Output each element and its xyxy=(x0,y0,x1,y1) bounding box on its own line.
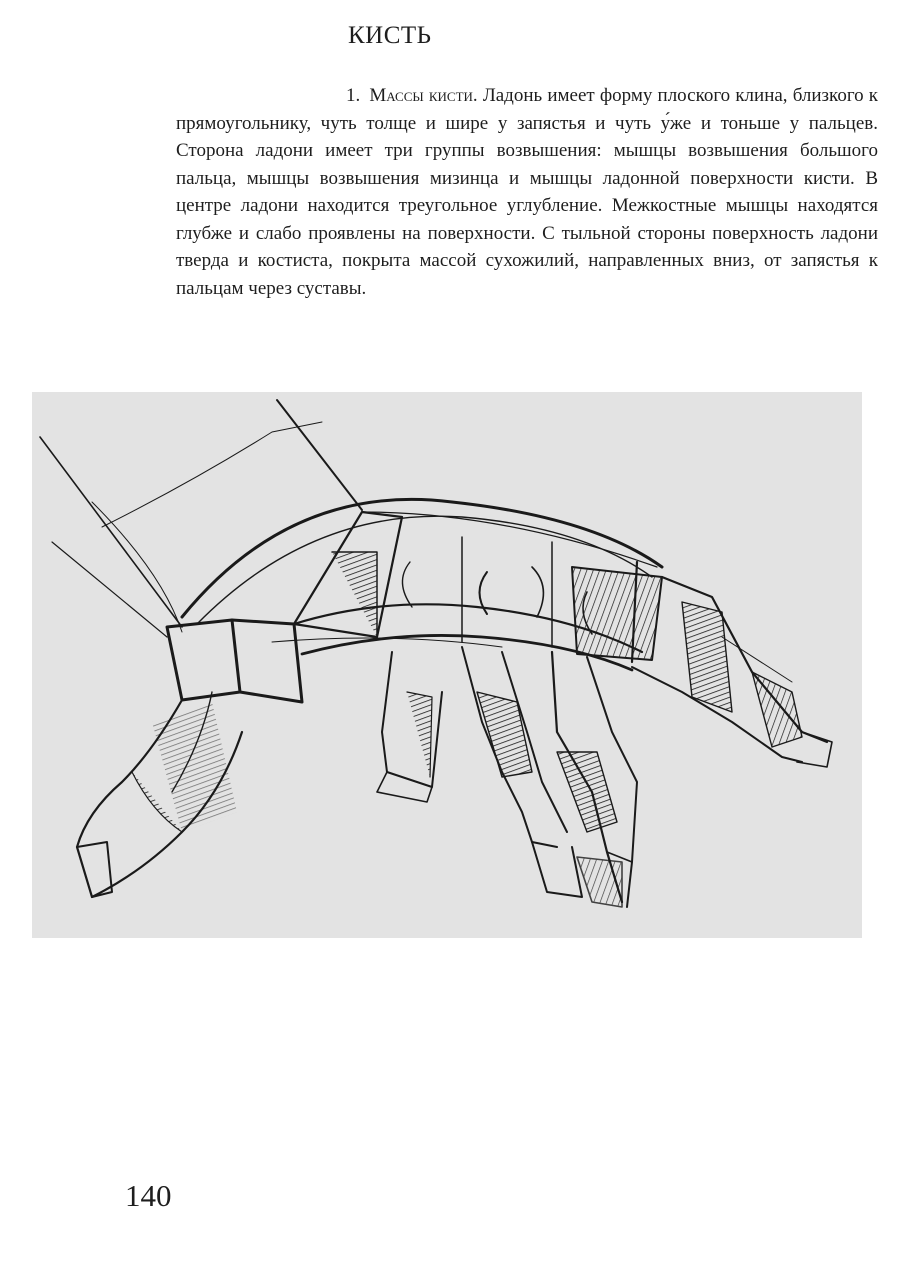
page-number: 140 xyxy=(125,1178,172,1213)
hand-sketch-figure xyxy=(32,392,862,938)
section-heading: Массы кисти. xyxy=(369,85,478,106)
body-paragraph xyxy=(176,82,878,302)
paragraph-text: Ладонь имеет форму плоского клина, близкого к прямоугольнику, чуть толще и шире у запястья и чуть у́же и тоньше у пальцев. Сторона ладони имеет три группы возвышения: мышцы возвышения большого пальца, мышцы возвышения мизинца и мышцы ладонной поверхности кисти. В центре ладони находится треугольное углубление. Межкостные мышцы находятся глубже и слабо проявлены на поверхности. С тыльной стороны поверхность ладони тверда и костиста, покрыта массой сухожилий, направленных вниз, от запястья к пальцам через суставы. xyxy=(176,85,879,299)
section-number: 1. xyxy=(346,85,361,106)
page-title: КИСТЬ xyxy=(348,22,432,49)
hand-sketch-drawing xyxy=(32,392,862,938)
